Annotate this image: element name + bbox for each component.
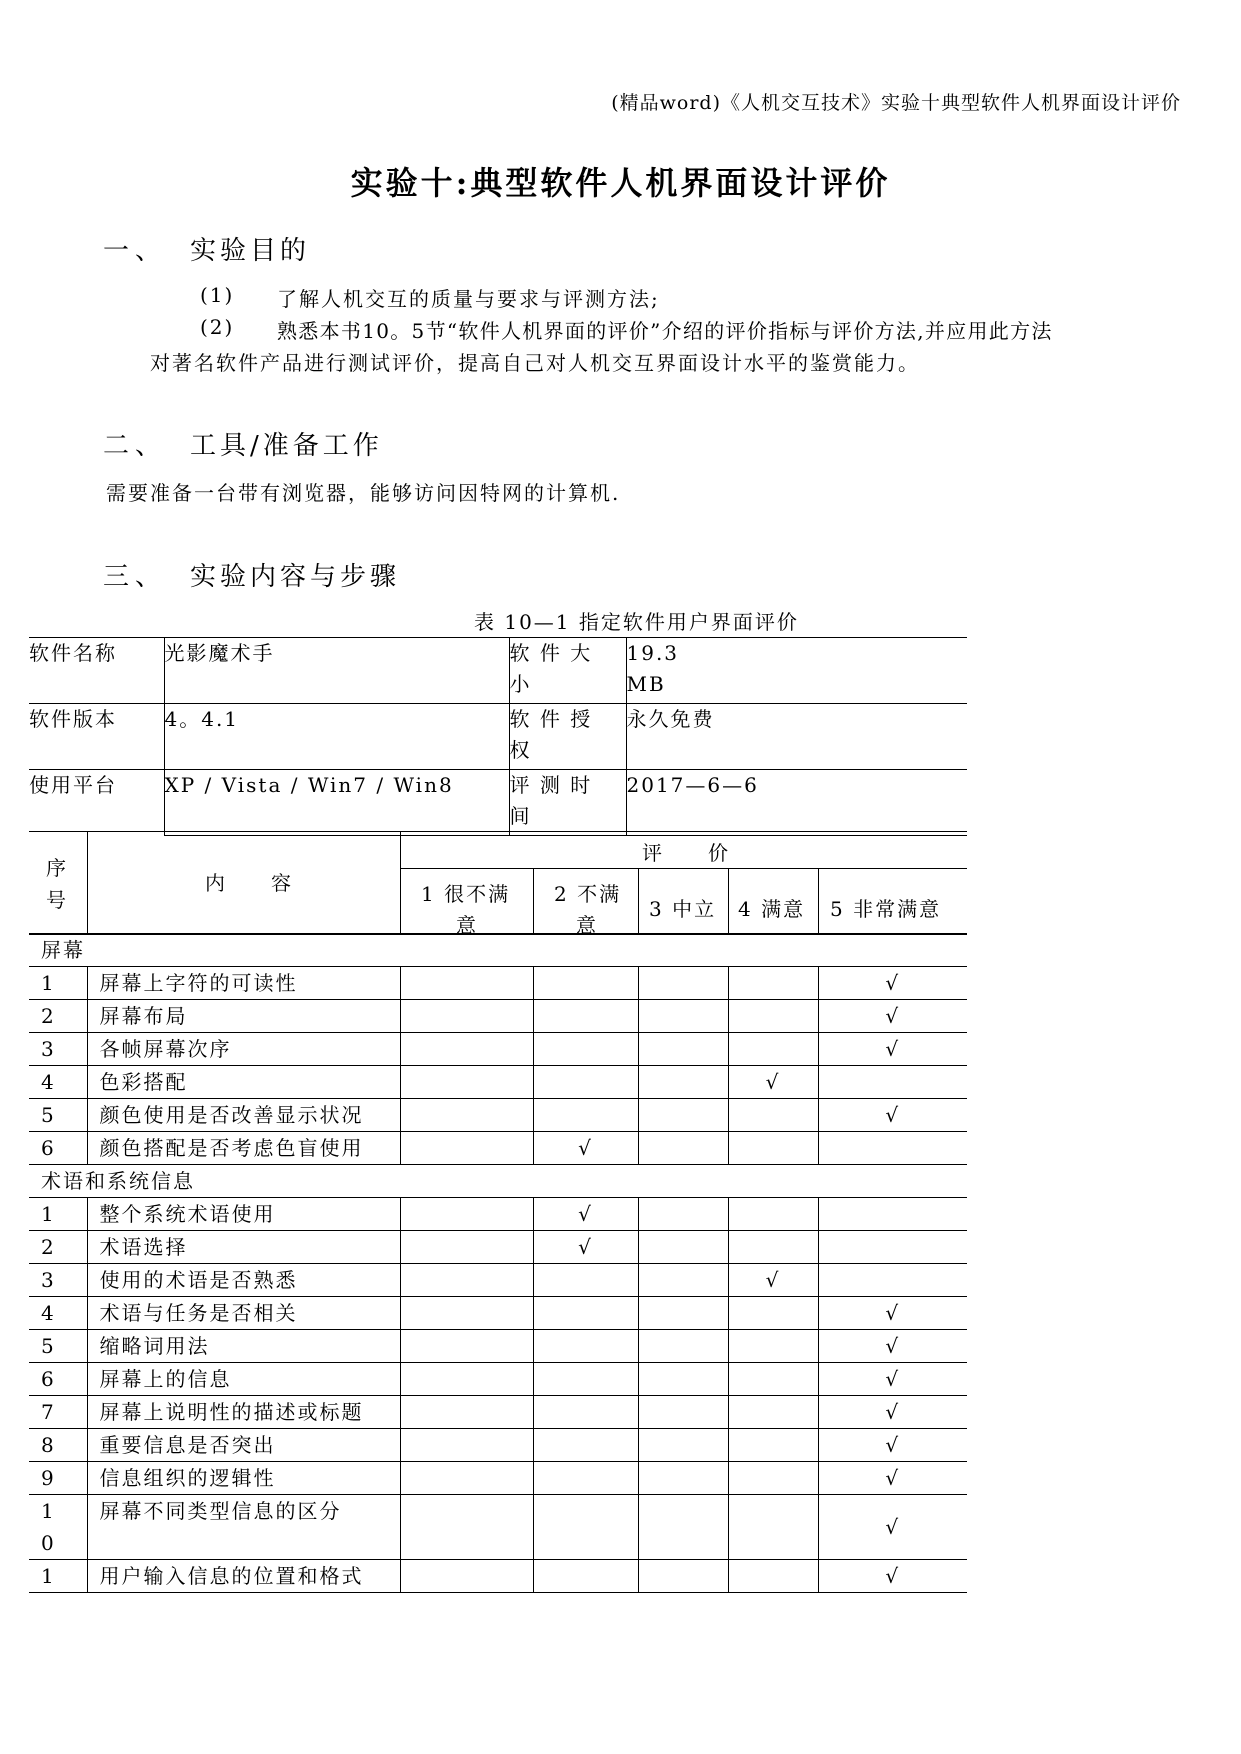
rating-4-cell [728,1560,818,1593]
rating-2-cell [533,1033,638,1066]
rating-3-cell [638,1462,728,1495]
software-size-label [509,638,626,704]
check-mark: √ [765,1070,781,1094]
rating-2-cell [533,1264,638,1297]
rating-3-cell [638,1000,728,1033]
rating-4-cell [728,1099,818,1132]
check-mark: √ [885,1037,901,1061]
rating-5-cell [818,1429,967,1462]
rating-5-cell [818,1132,967,1165]
rating-4-cell [728,1231,818,1264]
row-seq [29,1264,87,1297]
rating-4-cell [728,1330,818,1363]
check-mark: √ [885,1564,901,1588]
rating-2-cell [533,1198,638,1231]
row-seq [29,1033,87,1066]
check-mark: √ [885,971,901,995]
table-row [29,1462,967,1495]
col-seq-line-1: 序 [46,856,68,880]
rating-4-cell [728,967,818,1000]
prep-text: 需要准备一台带有浏览器，能够访问因特网的计算机. [106,481,621,505]
rating-4-cell [728,1198,818,1231]
software-license-label-line-1: 软 件 授 [509,707,593,731]
table-caption: 表 10—1 指定软件用户界面评价 [474,610,799,634]
rating-4-cell [728,1462,818,1495]
row-seq-line-1: 1 [41,971,56,995]
software-license-label [509,704,626,770]
test-date-value: 2017—6—6 [626,770,967,836]
rating-5-cell [818,1330,967,1363]
rating-3-cell [638,967,728,1000]
rating-1-cell [400,1066,533,1099]
rating-4-cell [728,1264,818,1297]
check-mark: √ [885,1515,901,1539]
table-row [29,1495,967,1560]
row-seq-line-1: 6 [41,1136,56,1160]
col-rating-5: 5 非常满意 [830,897,942,921]
rating-1-cell [400,1099,533,1132]
rating-1-cell [400,1231,533,1264]
check-mark: √ [578,1235,593,1259]
rating-3-cell [638,1396,728,1429]
rating-5-cell [818,1495,967,1560]
rating-5-cell [818,1231,967,1264]
rating-2-cell [533,1560,638,1593]
row-item: 各帧屏幕次序 [87,1033,400,1066]
rating-1-cell [400,1264,533,1297]
table-row [29,1560,967,1593]
row-seq-line-1: 4 [41,1070,56,1094]
software-info-table [29,637,967,836]
row-seq-line-1: 2 [41,1235,56,1259]
check-mark: √ [765,1268,781,1292]
check-mark: √ [885,1004,901,1028]
software-size-value-line-2: MB [626,672,666,696]
table-row [29,1297,967,1330]
page-header: (精品word)《人机交互技术》实验十典型软件人机界面设计评价 [611,92,1181,114]
row-item: 颜色使用是否改善显示状况 [87,1099,400,1132]
purpose-item-2-line-1: 熟悉本书10。5节“软件人机界面的评价”介绍的评价指标与评价方法,并应用此方法 [277,319,1053,343]
header-top-line [29,831,967,832]
row-item: 屏幕布局 [87,1000,400,1033]
rating-2-cell [533,967,638,1000]
section-1-number: 一、 [103,236,168,266]
col-rating-1-line-2: 意 [456,913,478,937]
rating-5-cell [818,1297,967,1330]
rating-3-cell [638,1099,728,1132]
rating-4-cell [728,1066,818,1099]
rating-3-cell [638,1330,728,1363]
row-seq [29,1066,87,1099]
table-row [29,1066,967,1099]
rating-2-cell [533,1231,638,1264]
rating-2-cell [533,1396,638,1429]
row-seq [29,1560,87,1593]
row-item: 使用的术语是否熟悉 [87,1264,400,1297]
check-mark: √ [885,1103,901,1127]
rating-2-cell [533,1495,638,1560]
check-mark: √ [578,1136,593,1160]
row-item: 屏幕不同类型信息的区分 [87,1495,400,1560]
software-size-value [626,638,967,704]
row-seq-line-1: 9 [41,1466,56,1490]
col-rating-1-line-1: 1 很不满 [421,882,511,906]
row-seq [29,1000,87,1033]
rating-3-cell [638,1198,728,1231]
rating-5-cell [818,967,967,1000]
col-rating-2-line-1: 2 不满 [554,882,622,906]
rating-4-cell [728,1495,818,1560]
row-item: 色彩搭配 [87,1066,400,1099]
group-title: 屏幕 [29,934,967,967]
rating-4-cell [728,1429,818,1462]
test-date-label-line-1: 评 测 时 [509,773,593,797]
rating-2-cell [533,1363,638,1396]
rating-5-cell [818,1066,967,1099]
table-row [29,1396,967,1429]
platform-label: 使用平台 [29,773,117,797]
software-name-value: 光影魔术手 [164,638,509,704]
rating-header [29,831,968,935]
test-date-label [509,770,626,836]
rating-4-cell [728,1132,818,1165]
row-seq [29,1297,87,1330]
rating-5-cell [818,1462,967,1495]
table-row [29,1429,967,1462]
row-seq-line-1: 6 [41,1367,56,1391]
row-seq [29,1099,87,1132]
rating-2-cell [533,1132,638,1165]
rating-4-cell [728,1363,818,1396]
rating-1-cell [400,1560,533,1593]
check-mark: √ [578,1202,593,1226]
check-mark: √ [885,1301,901,1325]
rating-2-cell [533,1066,638,1099]
row-item: 术语选择 [87,1231,400,1264]
table-row [29,1198,967,1231]
row-seq [29,1198,87,1231]
rating-2-cell [533,1330,638,1363]
rating-3-cell [638,1231,728,1264]
group-title: 术语和系统信息 [29,1165,967,1198]
row-item: 屏幕上说明性的描述或标题 [87,1396,400,1429]
check-mark: √ [885,1433,901,1457]
purpose-item-2-number: (2) [200,315,235,339]
row-seq-line-1: 3 [41,1037,56,1061]
rating-1-cell [400,1363,533,1396]
software-size-value-line-1: 19.3 [626,641,680,665]
row-item: 重要信息是否突出 [87,1429,400,1462]
purpose-item-1-number: (1) [200,283,235,307]
row-item: 术语与任务是否相关 [87,1297,400,1330]
col-eval: 评 价 [642,841,730,865]
section-2-number: 二、 [103,431,168,461]
row-item: 用户输入信息的位置和格式 [87,1560,400,1593]
group-row [29,1165,967,1198]
row-seq-line-1: 5 [41,1103,56,1127]
check-mark: √ [885,1400,901,1424]
col-seq-line-2: 号 [46,888,68,912]
rating-3-cell [638,1066,728,1099]
row-seq-line-2: 0 [41,1531,56,1555]
rating-2-cell [533,1429,638,1462]
row-seq [29,1363,87,1396]
table-row [29,1099,967,1132]
rating-1-cell [400,1495,533,1560]
rating-1-cell [400,1462,533,1495]
rating-1-cell [400,1132,533,1165]
rating-5-cell [818,1363,967,1396]
software-size-label-line-2: 小 [509,672,532,696]
header-divider-seq [87,831,88,933]
table-row [29,1264,967,1297]
purpose-item-1: 了解人机交互的质量与要求与评测方法; [277,287,660,311]
table-row [29,1330,967,1363]
col-rating-4: 4 满意 [738,897,806,921]
rating-3-cell [638,1363,728,1396]
rating-3-cell [638,1429,728,1462]
table-row [29,967,967,1000]
rating-5-cell [818,1099,967,1132]
rating-3-cell [638,1033,728,1066]
row-seq-line-1: 3 [41,1268,56,1292]
row-seq [29,1231,87,1264]
row-item: 信息组织的逻辑性 [87,1462,400,1495]
check-mark: √ [885,1334,901,1358]
rating-1-cell [400,1297,533,1330]
test-date-label-line-2: 间 [509,804,532,828]
rating-5-cell [818,1198,967,1231]
header-divider-content [400,831,401,933]
row-seq-line-1: 7 [41,1400,56,1424]
rating-3-cell [638,1560,728,1593]
section-1-title: 实验目的 [190,236,311,266]
row-item: 颜色搭配是否考虑色盲使用 [87,1132,400,1165]
software-license-label-line-2: 权 [509,738,532,762]
row-seq-line-1: 1 [41,1499,56,1523]
section-3-title: 实验内容与步骤 [190,562,401,592]
row-seq-line-1: 2 [41,1004,56,1028]
rating-3-cell [638,1495,728,1560]
header-divider-r4 [818,868,819,933]
check-mark: √ [885,1466,901,1490]
row-seq [29,1495,87,1560]
rating-3-cell [638,1264,728,1297]
col-rating-3: 3 中立 [649,897,717,921]
header-divider-r2 [638,868,639,933]
rating-5-cell [818,1560,967,1593]
table-row [29,1000,967,1033]
purpose-item-2-line-2: 对著名软件产品进行测试评价，提高自己对人机交互界面设计水平的鉴赏能力。 [150,351,920,375]
rating-4-cell [728,1297,818,1330]
table-row [29,1033,967,1066]
rating-rows-table [29,934,967,1593]
rating-1-cell [400,1396,533,1429]
row-seq [29,1330,87,1363]
row-seq-line-1: 1 [41,1564,56,1588]
rating-5-cell [818,1396,967,1429]
table-row [29,1363,967,1396]
software-name-label: 软件名称 [29,638,164,704]
row-item: 整个系统术语使用 [87,1198,400,1231]
software-license-value: 永久免费 [626,704,967,770]
group-row [29,934,967,967]
rating-3-cell [638,1132,728,1165]
row-seq [29,1396,87,1429]
rating-2-cell [533,1462,638,1495]
row-seq-line-1: 8 [41,1433,56,1457]
software-size-label-line-1: 软 件 大 [509,641,593,665]
platform-value: XP / Vista / Win7 / Win8 [164,770,509,836]
row-seq-line-1: 4 [41,1301,56,1325]
rating-5-cell [818,1000,967,1033]
row-seq-line-1: 5 [41,1334,56,1358]
rating-2-cell [533,1297,638,1330]
rating-1-cell [400,1330,533,1363]
row-seq [29,967,87,1000]
section-2-title: 工具/准备工作 [190,431,383,461]
row-seq [29,1462,87,1495]
row-item: 缩略词用法 [87,1330,400,1363]
col-rating-2-line-2: 意 [576,913,598,937]
rating-3-cell [638,1297,728,1330]
row-item: 屏幕上字符的可读性 [87,967,400,1000]
rating-1-cell [400,967,533,1000]
software-version-label: 软件版本 [29,704,164,770]
row-seq [29,1429,87,1462]
header-divider-r3 [728,868,729,933]
rating-5-cell [818,1264,967,1297]
header-divider-r1 [533,868,534,933]
row-seq [29,1132,87,1165]
rating-1-cell [400,1000,533,1033]
software-version-value: 4。4.1 [164,704,509,770]
table-row [29,1132,967,1165]
col-content: 内 容 [205,871,293,895]
section-3-number: 三、 [103,562,168,592]
rating-4-cell [728,1000,818,1033]
rating-2-cell [533,1099,638,1132]
page-title: 实验十:典型软件人机界面设计评价 [350,164,891,202]
check-mark: √ [885,1367,901,1391]
rating-1-cell [400,1033,533,1066]
table-row [29,1231,967,1264]
header-eval-line [400,868,967,869]
rating-4-cell [728,1033,818,1066]
rating-1-cell [400,1198,533,1231]
row-item: 屏幕上的信息 [87,1363,400,1396]
rating-4-cell [728,1396,818,1429]
rating-5-cell [818,1033,967,1066]
rating-2-cell [533,1000,638,1033]
row-seq-line-1: 1 [41,1202,56,1226]
rating-1-cell [400,1429,533,1462]
